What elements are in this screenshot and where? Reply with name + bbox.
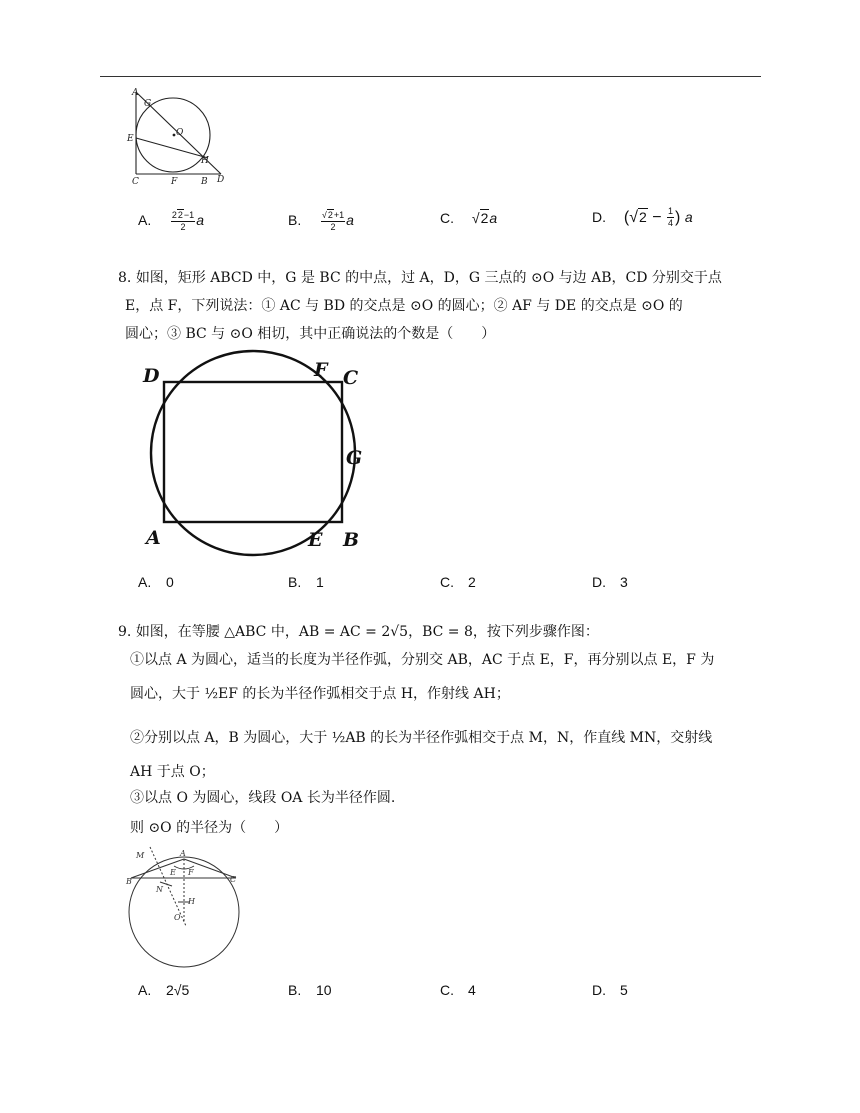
q8-number: 8.	[118, 270, 132, 286]
q7-label-c: C	[132, 177, 139, 187]
q9-option-c-value: 4	[468, 982, 476, 998]
q9-option-d-value: 5	[620, 982, 628, 998]
q7-label-d: D	[217, 175, 225, 185]
q8-option-b-value: 1	[316, 574, 324, 590]
header-rule	[100, 76, 761, 77]
q9-label-c: C	[230, 875, 237, 884]
q9-option-a-value: 2√5	[166, 982, 190, 998]
q7-option-a-value: $\frac{22-1}{2}$	[171, 210, 195, 232]
q8-figure	[138, 346, 378, 560]
q8-text-2: E，点 F，下列说法：① AC 与 BD 的交点是 ⊙O 的圆心；② AF 与 DE 的交点是 ⊙O 的	[125, 298, 683, 314]
q7-label-o: O	[176, 128, 184, 138]
q7-label-g: G	[144, 99, 152, 109]
q8-text-1: 如图，矩形 ABCD 中，G 是 BC 的中点，过 A，D，G 三点的 ⊙O 与边 AB，CD 分别交于点	[135, 270, 722, 286]
q9-label-a: A	[180, 849, 186, 858]
q8-option-d[interactable]: D. 3	[592, 574, 628, 590]
q9-label-e: E	[170, 868, 176, 877]
q8-label-c: C	[343, 367, 359, 389]
q8-text-3: 圆心；③ BC 与 ⊙O 相切，其中正确说法的个数是（ ）	[125, 326, 496, 342]
q7-option-c[interactable]: C. √2a	[440, 210, 498, 226]
q8-option-c[interactable]: C. 2	[440, 574, 476, 590]
q9-step1-a: ①以点 A 为圆心，适当的长度为半径作弧，分别交 AB，AC 于点 E，F，再分别以点 E，F 为	[130, 652, 715, 668]
q8-label-b: B	[343, 529, 360, 551]
q9-step2-a: ②分别以点 A，B 为圆心，大于 ½AB 的长为半径作弧相交于点 M，N，作直线 MN，交射线	[130, 730, 713, 746]
q9-figure	[120, 842, 246, 974]
q8-label-a: A	[146, 527, 161, 549]
q7-option-b[interactable]: B. $\frac{√2+1}{2}$ a	[288, 210, 354, 232]
q9-question: 则 ⊙O 的半径为（ ）	[130, 820, 289, 836]
q8-label-f: F	[314, 359, 328, 381]
q9-label-f: F	[188, 868, 194, 877]
q7-option-d-value: (√2 − $\frac{1}{4}$ ) a	[623, 206, 693, 228]
q8-label-d: D	[143, 365, 160, 387]
q9-option-c[interactable]: C. 4	[440, 982, 476, 998]
q9-label-h: H	[188, 897, 195, 906]
q7-option-b-value: $\frac{√2+1}{2}$	[321, 210, 345, 232]
q8-option-a[interactable]: A. 0	[138, 574, 174, 590]
q7-label-f: F	[171, 177, 178, 187]
q7-label-a: A	[132, 88, 139, 98]
q9-step2-b: AH 于点 O；	[130, 764, 215, 780]
q7-label-b: B	[201, 177, 208, 187]
q8-option-b[interactable]: B. 1	[288, 574, 324, 590]
q9-option-b-value: 10	[316, 982, 332, 998]
q8-option-a-value: 0	[166, 574, 174, 590]
q7-figure	[124, 86, 230, 190]
q8-option-c-value: 2	[468, 574, 476, 590]
q9-label-n: N	[156, 885, 163, 894]
q8-label-e: E	[308, 529, 323, 551]
q7-label-h: H	[201, 156, 209, 166]
q9-number: 9.	[118, 624, 132, 640]
q8-line-1	[118, 266, 768, 290]
q7-option-a[interactable]: A. $\frac{22-1}{2}$ a	[138, 210, 204, 232]
q8-option-d-value: 3	[620, 574, 628, 590]
q9-option-a[interactable]: A. 2√5	[138, 982, 190, 998]
q9-label-m: M	[136, 851, 145, 860]
q7-option-d[interactable]: D. (√2 − $\frac{1}{4}$ ) a	[592, 206, 693, 228]
q9-line-1	[118, 620, 768, 644]
q9-option-b[interactable]: B. 10	[288, 982, 332, 998]
q7-label-e: E	[127, 134, 134, 144]
q8-label-g: G	[346, 447, 363, 469]
q7-option-c-value: √2a	[471, 210, 498, 226]
q9-option-d[interactable]: D. 5	[592, 982, 628, 998]
q9-step1-b: 圆心，大于 ½EF 的长为半径作弧相交于点 H，作射线 AH；	[130, 686, 510, 702]
q9-step3: ③以点 O 为圆心，线段 OA 长为半径作圆.	[130, 790, 396, 806]
q9-text-1: 如图，在等腰 △ABC 中，AB = AC = 2√5，BC = 8，按下列步骤作图：	[135, 624, 599, 640]
q9-label-b: B	[126, 877, 132, 886]
q9-label-o: O	[174, 913, 181, 922]
